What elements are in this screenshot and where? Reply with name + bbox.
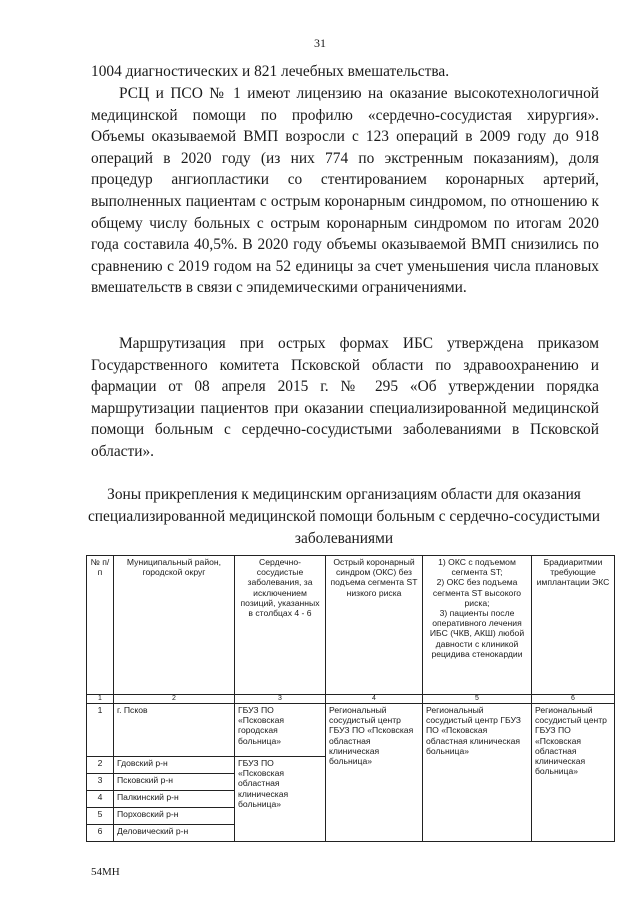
column-numbers-row <box>87 695 615 704</box>
cell-regional-hospital: ГБУЗ ПО «Псковская областная клиническая больница» <box>235 757 326 842</box>
row-district: Гдовский р-н <box>114 757 235 774</box>
row-district: г. Псков <box>114 704 235 757</box>
row-num: 4 <box>87 791 114 808</box>
header-acs-high-item-3: 3) пациенты после оперативного лечения ИБС (ЧКВ, АКШ) любой давности с клиникой рецидива стенокардии <box>429 608 525 659</box>
table-header-row <box>87 556 615 695</box>
header-acs-high-risk <box>423 556 532 695</box>
row-district: Деловический р-н <box>114 825 235 842</box>
row-num: 3 <box>87 774 114 791</box>
paragraph-continuation: 1004 диагностических и 821 лечебных вмешательства. <box>91 63 450 80</box>
header-district: Муниципальный район, городской округ <box>114 556 235 695</box>
page-number: 31 <box>314 36 326 50</box>
column-number: 4 <box>326 695 423 704</box>
cell-regional-center-acs-high: Региональный сосудистый центр ГБУЗ ПО «Псковская областная клиническая больница» <box>423 704 532 842</box>
header-acs-high-item-2: 2) ОКС без подъема сегмента ST высокого риска; <box>432 577 522 608</box>
row-num: 6 <box>87 825 114 842</box>
column-number: 3 <box>235 695 326 704</box>
header-num: № п/п <box>87 556 114 695</box>
row-num: 1 <box>87 704 114 757</box>
header-acs-low-risk: Острый коронарный синдром (ОКС) без подъема сегмента ST низкого риска <box>326 556 423 695</box>
section-title: Зоны прикрепления к медицинским организациям области для оказания специализированной медицинской помощи больным с сердечно-сосудистыми заболеваниями <box>87 486 601 547</box>
row-district: Порховский р-н <box>114 808 235 825</box>
row-num: 2 <box>87 757 114 774</box>
row-district: Псковский р-н <box>114 774 235 791</box>
cell-city-hospital: ГБУЗ ПО «Псковская городская больница» <box>235 704 326 757</box>
header-bradyarrhythmia: Брадиаритмии требующие имплантации ЭКС <box>532 556 615 695</box>
header-acs-high-item-1: 1) ОКС с подъемом сегмента ST; <box>438 557 516 578</box>
row-num: 5 <box>87 808 114 825</box>
header-cardio: Сердечно-сосудистые заболевания, за исключением позиций, указанных в столбцах 4 - 6 <box>235 556 326 695</box>
column-number: 6 <box>532 695 615 704</box>
attachment-zones-table <box>86 555 615 842</box>
column-number: 1 <box>87 695 114 704</box>
cell-regional-center-brady: Региональный сосудистый центр ГБУЗ ПО «Псковская областная клиническая больница» <box>532 704 615 842</box>
paragraph-vmp-volumes: РСЦ и ПСО № 1 имеют лицензию на оказание высокотехнологичной медицинской помощи по профилю «сердечно-сосудистая хирургия». Объемы оказываемой ВМП возросли с 123 операций в 2009 году до 918 операций в 2020 году (из них 774 по экстренным показаниям), доля процедур ангиопластики со стентированием коронарных артерий, выполненных пациентам с острым коронарным синдромом, по отношению к общему числу больных с острым коронарным синдромом по итогам 2020 года составила 40,5%. В 2020 году объемы оказываемой ВМП снизились по сравнению с 2019 годом на 52 единицы за счет уменьшения числа плановых вмешательств в связи с эпидемическими ограничениями. <box>91 85 599 297</box>
table-row <box>87 704 615 757</box>
column-number: 2 <box>114 695 235 704</box>
row-district: Палкинский р-н <box>114 791 235 808</box>
cell-regional-center-acs: Региональный сосудистый центр ГБУЗ ПО «Псковская областная клиническая больница» <box>326 704 423 842</box>
column-number: 5 <box>423 695 532 704</box>
paragraph-routing-order: Маршрутизация при острых формах ИБС утверждена приказом Государственного комитета Псковской области по здравоохранению и фармации от 08 апреля 2015 г. № 295 «Об утверждении порядка маршрутизации пациентов при оказании специализированной медицинской помощи больным с сердечно-сосудистыми заболеваниями в Псковской области». <box>91 335 599 460</box>
footer-code: 54МН <box>91 866 120 878</box>
